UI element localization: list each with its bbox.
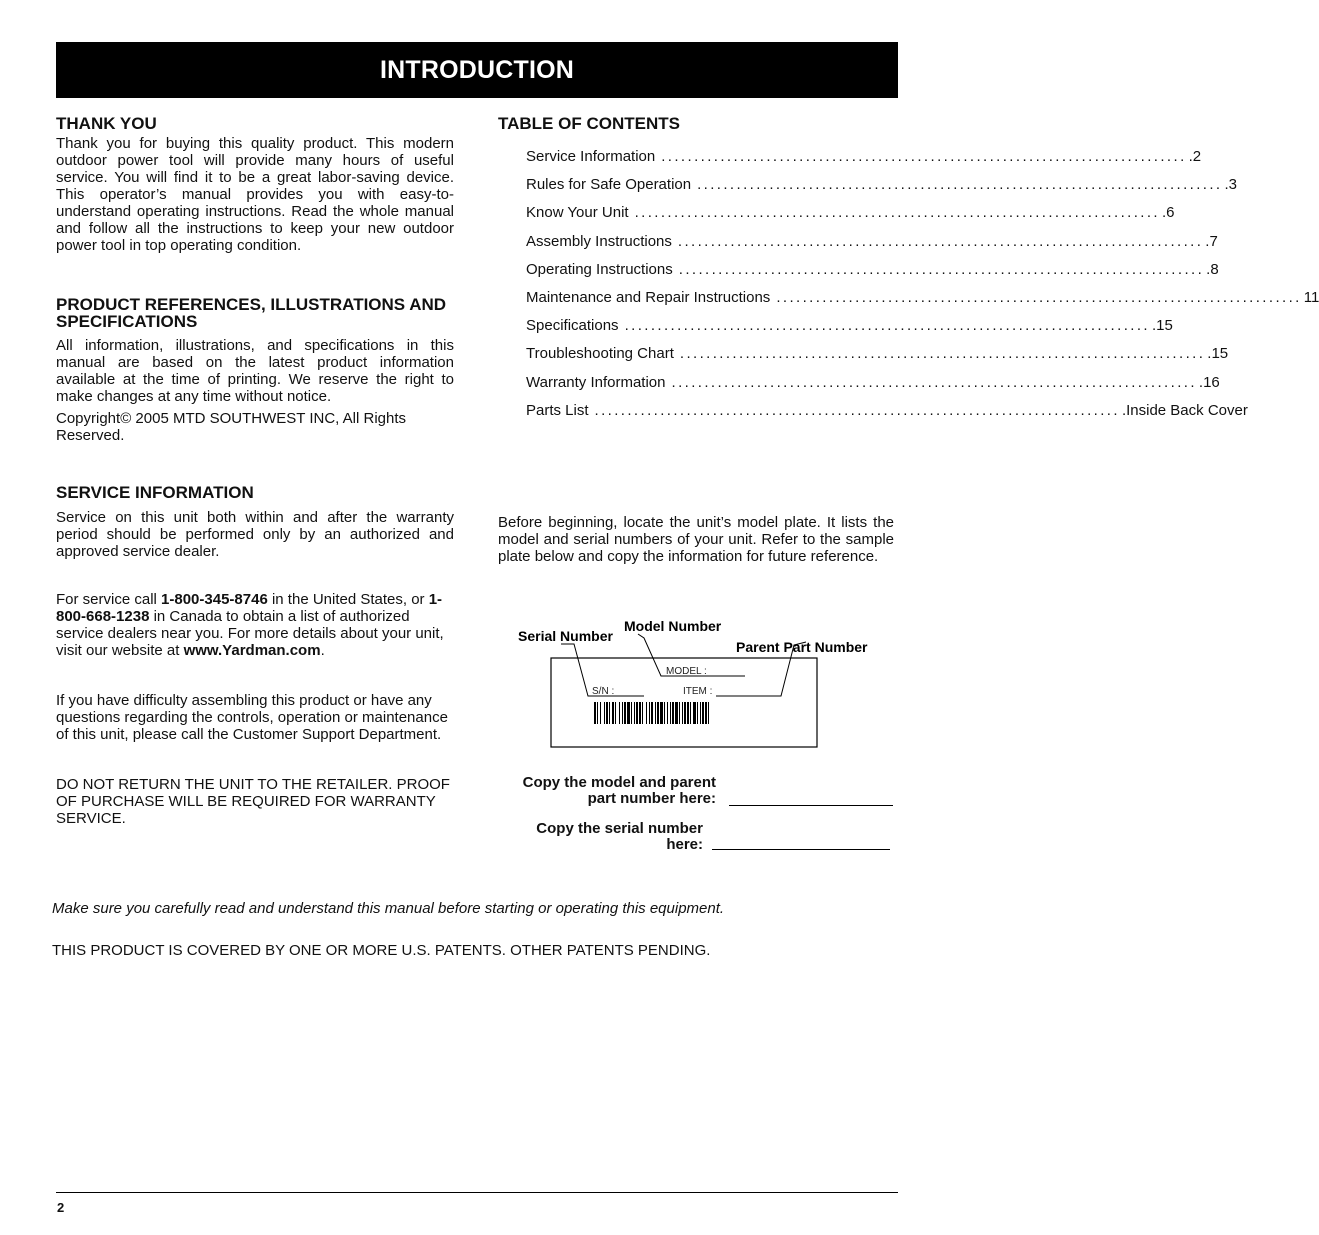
toc-row — [526, 260, 1219, 289]
model-plate-intro: Before beginning, locate the unit’s model plate. It lists the model and serial numbers of your unit. Refer to the sample plate below and copy the information for future reference. — [498, 514, 894, 565]
serial-number-label: Serial Number — [518, 628, 613, 644]
left-column — [56, 112, 454, 827]
barcode-bar — [684, 702, 686, 724]
toc-page: .15 — [1151, 317, 1173, 335]
service-call-suffix: in Canada to obtain a list of authorized service dealers near you. For more details about your unit, visit our website at — [56, 608, 444, 659]
product-references-body: All information, illustrations, and specifications in this manual are based on the latest product information available at the time of printing. We reserve the right to make changes at any time without notice. — [56, 337, 454, 405]
barcode-bar — [657, 702, 659, 724]
copy-serial-line-1: Copy the serial number — [536, 820, 703, 837]
barcode-bar — [600, 702, 601, 724]
barcode-bar — [672, 702, 674, 724]
toc-heading: TABLE OF CONTENTS — [498, 114, 680, 133]
barcode-bar — [627, 702, 630, 724]
service-paragraph-3: If you have difficulty assembling this product or have any questions regarding the controls, operation or maintenance of this unit, please call the Customer Support Department. — [56, 692, 448, 743]
toc-page: .7 — [1205, 232, 1218, 250]
patents-notice: THIS PRODUCT IS COVERED BY ONE OR MORE U.S. PATENTS. OTHER PATENTS PENDING. — [52, 942, 711, 959]
copy-model-line-2: part number here: — [587, 790, 716, 807]
service-information-heading: SERVICE INFORMATION — [56, 483, 254, 502]
toc-page: .8 — [1206, 260, 1219, 278]
plate-field-sn: S/N : — [592, 686, 615, 697]
service-paragraph-4: DO NOT RETURN THE UNIT TO THE RETAILER. PROOF OF PURCHASE WILL BE REQUIRED FOR WARRANTY SERVICE. — [56, 776, 450, 827]
service-call-mid: in the United States, or — [267, 591, 429, 608]
toc-label: Specifications — [526, 317, 619, 335]
barcode-bar — [604, 702, 605, 724]
phone-us: 1-800-345-8746 — [161, 591, 268, 608]
barcode-bar — [655, 702, 656, 724]
barcode-bar — [609, 702, 610, 724]
copy-serial-line-2: here: — [666, 836, 703, 853]
barcode-bar — [612, 702, 614, 724]
barcode-bar — [664, 702, 665, 724]
toc-label: Operating Instructions — [526, 260, 673, 278]
toc-row — [526, 373, 1220, 402]
barcode-bar — [675, 702, 678, 724]
toc-label: Warranty Information — [526, 373, 666, 391]
toc-row — [526, 204, 1175, 232]
toc-leader-dots: ................................................................................ — [624, 317, 1150, 335]
barcode-bar — [687, 702, 689, 724]
copy-model-line-1: Copy the model and parent — [522, 774, 716, 791]
model-entry-line[interactable] — [729, 805, 893, 806]
barcode-bar — [705, 702, 707, 724]
thank-you-heading: THANK YOU — [56, 114, 157, 133]
barcode-bar — [606, 702, 608, 724]
toc-leader-dots: ................................................................................ — [661, 148, 1187, 165]
barcode-bar — [697, 702, 698, 724]
website-link[interactable]: www.Yardman.com — [183, 642, 321, 659]
page-title: INTRODUCTION — [379, 55, 575, 84]
toc-page: .16 — [1198, 373, 1220, 391]
bottom-rule — [56, 1192, 898, 1193]
phone-canada: 1-800-668-1238 — [56, 591, 443, 625]
thank-you-body: Thank you for buying this quality product. This modern outdoor power tool will provide many hours of useful service. You will find it to be a great labor-saving device. This operator’s manual provides you with easy-to-understand operating instructions. Read the whole manual and follow all the instructions to keep your new outdoor power tool in top operating condition. — [56, 135, 454, 254]
service-call-prefix: For service call — [56, 591, 162, 608]
barcode-bar — [693, 702, 696, 724]
toc-leader-dots: ................................................................................ — [594, 401, 1120, 419]
toc-label: Service Information — [526, 148, 656, 165]
model-plate-svg — [516, 614, 876, 754]
plate-field-item: ITEM : — [683, 686, 713, 697]
barcode-bar — [594, 702, 596, 724]
barcode-bar — [667, 702, 668, 724]
barcode-bar — [624, 702, 626, 724]
copy-serial-label — [500, 821, 703, 853]
product-references-heading: PRODUCT REFERENCES, ILLUSTRATIONS AND SPECIFICATIONS — [56, 295, 447, 331]
barcode-bar — [651, 702, 653, 724]
barcode-bar — [690, 702, 691, 724]
page-number: 2 — [57, 1200, 65, 1215]
toc-leader-dots: ................................................................................ — [776, 288, 1302, 306]
barcode-bar — [670, 702, 671, 724]
barcode-bar — [619, 702, 620, 724]
toc-leader-dots: ................................................................................ — [697, 176, 1223, 194]
toc-page: .15 — [1207, 345, 1229, 363]
footer-note: Make sure you carefully read and understand this manual before starting or operating this equipment. — [52, 900, 725, 917]
barcode-bar — [639, 702, 641, 724]
toc-leader-dots: ................................................................................ — [677, 232, 1204, 250]
toc-leader-dots: ................................................................................ — [671, 373, 1197, 391]
copy-model-label — [500, 775, 716, 807]
barcode-bar — [634, 702, 635, 724]
parent-part-number-label: Parent Part Number — [736, 639, 868, 655]
barcode-bar — [649, 702, 650, 724]
barcode — [594, 702, 709, 724]
barcode-bar — [597, 702, 598, 724]
toc-label: Troubleshooting Chart — [526, 345, 674, 363]
toc-row — [526, 148, 1202, 176]
toc-leader-dots: ................................................................................ — [679, 345, 1206, 363]
barcode-bar — [660, 702, 663, 724]
service-paragraph-1: Service on this unit both within and after the warranty period should be performed only by an authorized and approved service dealer. — [56, 509, 454, 560]
model-number-label: Model Number — [624, 618, 722, 634]
right-column — [498, 112, 1319, 565]
service-call-period: . — [320, 642, 325, 659]
plate-field-model: MODEL : — [666, 666, 707, 677]
service-call-paragraph — [56, 591, 454, 659]
model-plate-illustration — [516, 614, 876, 754]
toc-label: Parts List — [526, 401, 589, 419]
toc-row — [526, 176, 1238, 204]
toc-leader-dots: ................................................................................ — [634, 204, 1160, 222]
barcode-bar — [631, 702, 632, 724]
toc-label: Assembly Instructions — [526, 232, 672, 250]
copyright-text: Copyright© 2005 MTD SOUTHWEST INC, All Rights Reserved. — [56, 410, 407, 444]
barcode-bar — [646, 702, 647, 724]
toc-row — [526, 401, 1248, 430]
barcode-bar — [682, 702, 683, 724]
barcode-bar — [636, 702, 638, 724]
toc-label: Maintenance and Repair Instructions — [526, 288, 771, 306]
toc-page: .Inside Back Cover — [1121, 401, 1248, 419]
toc-row — [526, 317, 1173, 345]
toc-leader-dots: ................................................................................ — [678, 260, 1205, 278]
barcode-bar — [700, 702, 701, 724]
serial-entry-line[interactable] — [712, 849, 890, 850]
barcode-bar — [622, 702, 623, 724]
barcode-bar — [708, 702, 709, 724]
header-banner — [56, 42, 898, 98]
toc-label: Know Your Unit — [526, 204, 629, 222]
toc-page: 11 — [1303, 288, 1319, 306]
barcode-bar — [642, 702, 643, 724]
toc-page: .3 — [1224, 176, 1238, 194]
toc-row — [526, 232, 1218, 261]
barcode-bar — [615, 702, 616, 724]
barcode-bar — [679, 702, 680, 724]
barcode-bar — [702, 702, 704, 724]
toc-list — [498, 148, 1319, 430]
toc-label: Rules for Safe Operation — [526, 176, 692, 194]
toc-page: .2 — [1188, 148, 1202, 165]
toc-row — [526, 345, 1229, 373]
toc-row — [526, 288, 1319, 317]
toc-page: .6 — [1161, 204, 1175, 222]
